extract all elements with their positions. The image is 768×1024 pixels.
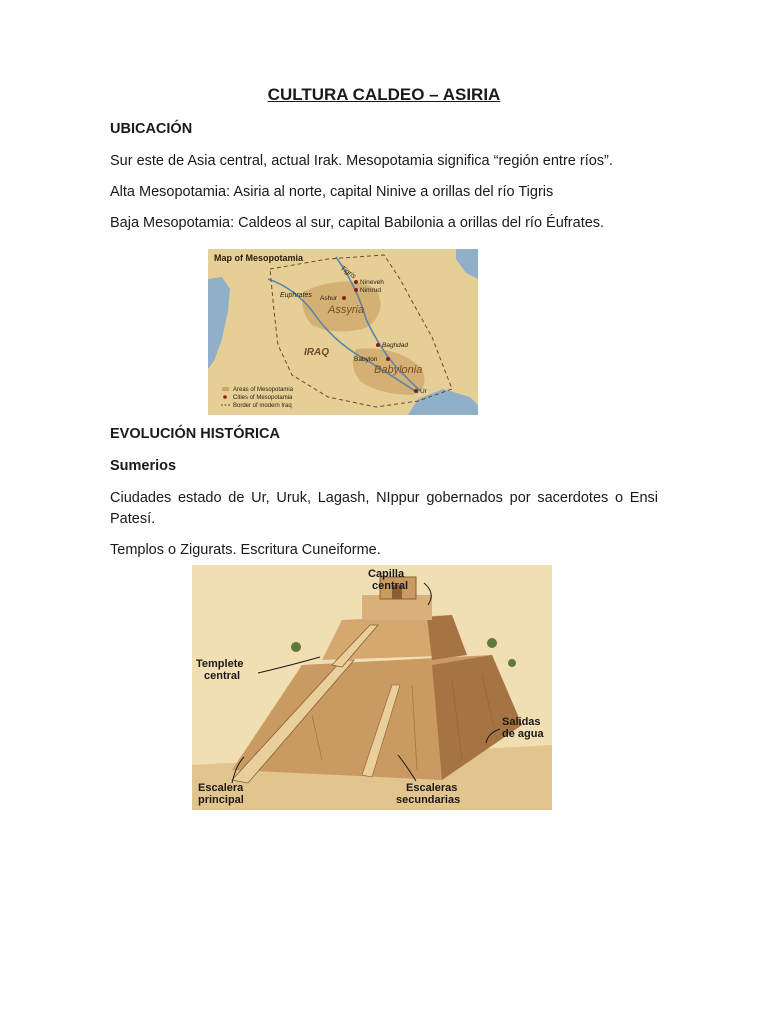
heading-ubicacion: UBICACIÓN [110,121,193,137]
label-salidas-1: Salidas [502,716,541,728]
ziggurat-graphic [192,565,552,810]
mesopotamia-map [208,249,478,415]
map-title: Map of Mesopotamia [214,253,304,263]
label-capilla-1: Capilla [368,568,405,580]
city-nimrud-dot [354,288,358,292]
label-templete-1: Templete [196,658,244,670]
label-escaleras-1: Escaleras [406,782,458,794]
paragraph-ciudades: Ciudades estado de Ur, Uruk, Lagash, NIppur gobernados por sacerdotes o Ensi Patesí. [110,490,658,527]
legend-cities: Cities of Mesopotamia [233,395,293,401]
paragraph-templos: Templos o Zigurats. Escritura Cuneiforme. [110,542,381,558]
label-baghdad: Baghdad [382,342,409,349]
city-ashur-dot [342,296,346,300]
label-euphrates: Euphrates [280,292,312,299]
city-babylon-dot [386,357,390,361]
city-nineveh-dot [354,280,358,284]
label-ur: Ur [420,388,427,395]
label-salidas-2: de agua [502,728,544,740]
document-title: CULTURA CALDEO – ASIRIA [267,85,501,104]
label-nineveh: Nineveh [360,279,384,286]
label-templete-2: central [204,670,241,682]
city-baghdad-dot [376,343,380,347]
legend-areas: Areas of Mesopotamia [233,387,294,393]
label-capilla-2: central [372,580,409,592]
legend-city-swatch [223,395,227,399]
label-tigris: Tigris [338,264,357,281]
label-iraq: IRAQ [304,347,329,358]
label-nimrud: Nimrud [360,287,381,294]
paragraph-baja-mesopotamia: Baja Mesopotamia: Caldeos al sur, capital Babilonia a orillas del río Éufrates. [110,215,605,231]
paragraph-alta-mesopotamia: Alta Mesopotamia: Asiria al norte, capital Ninive a orillas del río Tigris [110,184,554,200]
label-escaleras-2: secundarias [396,794,461,806]
label-escalera-1: Escalera [198,782,244,794]
city-ur-dot [414,389,418,393]
label-assyria: Assyria [328,304,365,316]
label-escalera-2: principal [198,794,244,806]
label-babylonia: Babylonia [374,364,423,376]
legend-border: Border of modern Iraq [233,403,292,409]
paragraph-location: Sur este de Asia central, actual Irak. Mesopotamia significa “región entre ríos”. [110,153,613,169]
ziggurat-illustration [192,565,552,810]
label-babylon: Babylon [354,356,378,363]
subheading-sumerios: Sumerios [110,458,177,474]
label-ashur: Ashur [320,295,337,302]
map-graphic [208,249,478,415]
legend-area-swatch [222,387,229,391]
heading-evolucion: EVOLUCIÓN HISTÓRICA [110,426,280,442]
